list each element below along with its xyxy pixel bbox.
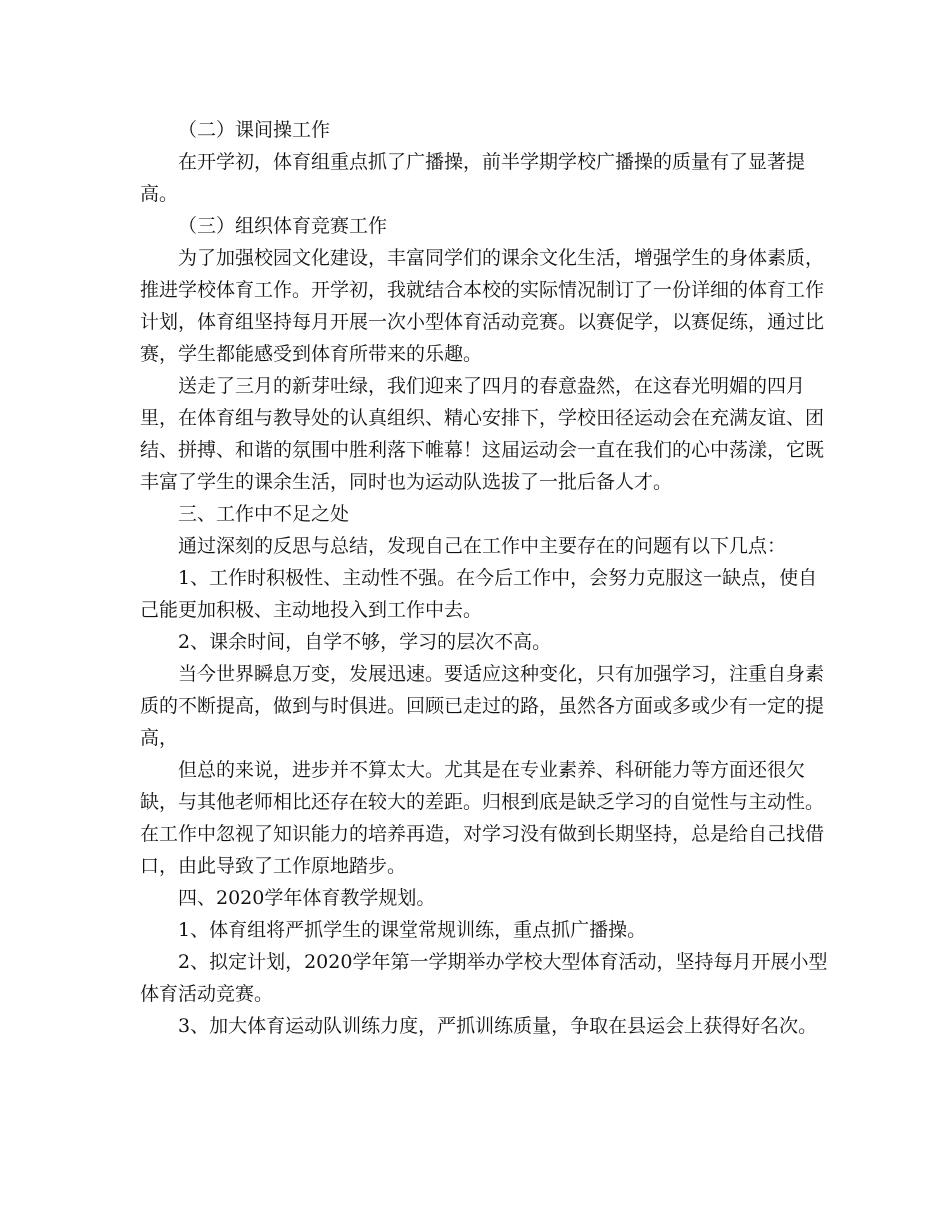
paragraph-15: 3、加大体育运动队训练力度，严抓训练质量，争取在县运会上获得好名次。 [178,1015,818,1037]
paragraph-12: 四、2020学年体育教学规划。 [178,887,436,909]
paragraph-11: 但总的来说，进步并不算太大。尤其是在专业素养、科研能力等方面还很欠缺，与其他老师相比还存在较大的差距。归根到底是缺乏学习的自觉性与主动性。在工作中忽视了知识能力的培养再造，对学习没有做到长期坚持，总是给自己找借口，由此导致了工作原地踏步。 [140,759,825,877]
paragraph-7: 通过深刻的反思与总结，发现自己在工作中主要存在的问题有以下几点： [178,535,787,557]
paragraph-2: 在开学初，体育组重点抓了广播操，前半学期学校广播操的质量有了显著提高。 [140,151,806,205]
paragraph-6: 三、工作中不足之处 [178,503,350,525]
paragraph-10: 当今世界瞬息万变，发展迅速。要适应这种变化，只有加强学习，注重自身素质的不断提高，做到与时俱进。回顾已走过的路，虽然各方面或多或少有一定的提高， [140,663,825,749]
paragraph-4: 为了加强校园文化建设，丰富同学们的课余文化生活，增强学生的身体素质，推进学校体育工作。开学初，我就结合本校的实际情况制订了一份详细的体育工作计划，体育组坚持每月开展一次小型体育活动竞赛。以赛促学，以赛促练，通过比赛，学生都能感受到体育所带来的乐趣。 [140,247,825,365]
paragraph-13: 1、体育组将严抓学生的课堂常规训练，重点抓广播操。 [178,919,647,941]
paragraph-3: （三）组织体育竞赛工作 [178,215,388,237]
paragraph-1: （二）课间操工作 [178,119,331,141]
document-body [140,114,830,1042]
paragraph-5: 送走了三月的新芽吐绿，我们迎来了四月的春意盎然，在这春光明媚的四月里，在体育组与教导处的认真组织、精心安排下，学校田径运动会在充满友谊、团结、拼搏、和谐的氛围中胜利落下帷幕！这届运动会一直在我们的心中荡漾，它既丰富了学生的课余生活，同时也为运动队选拔了一批后备人才。 [140,375,825,493]
paragraph-8: 1、工作时积极性、主动性不强。在今后工作中，会努力克服这一缺点，使自己能更加积极、主动地投入到工作中去。 [140,567,818,621]
paragraph-14: 2、拟定计划，2020学年第一学期举办学校大型体育活动，坚持每月开展小型体育活动竞赛。 [140,951,828,1005]
paragraph-9: 2、课余时间，自学不够，学习的层次不高。 [178,631,552,653]
